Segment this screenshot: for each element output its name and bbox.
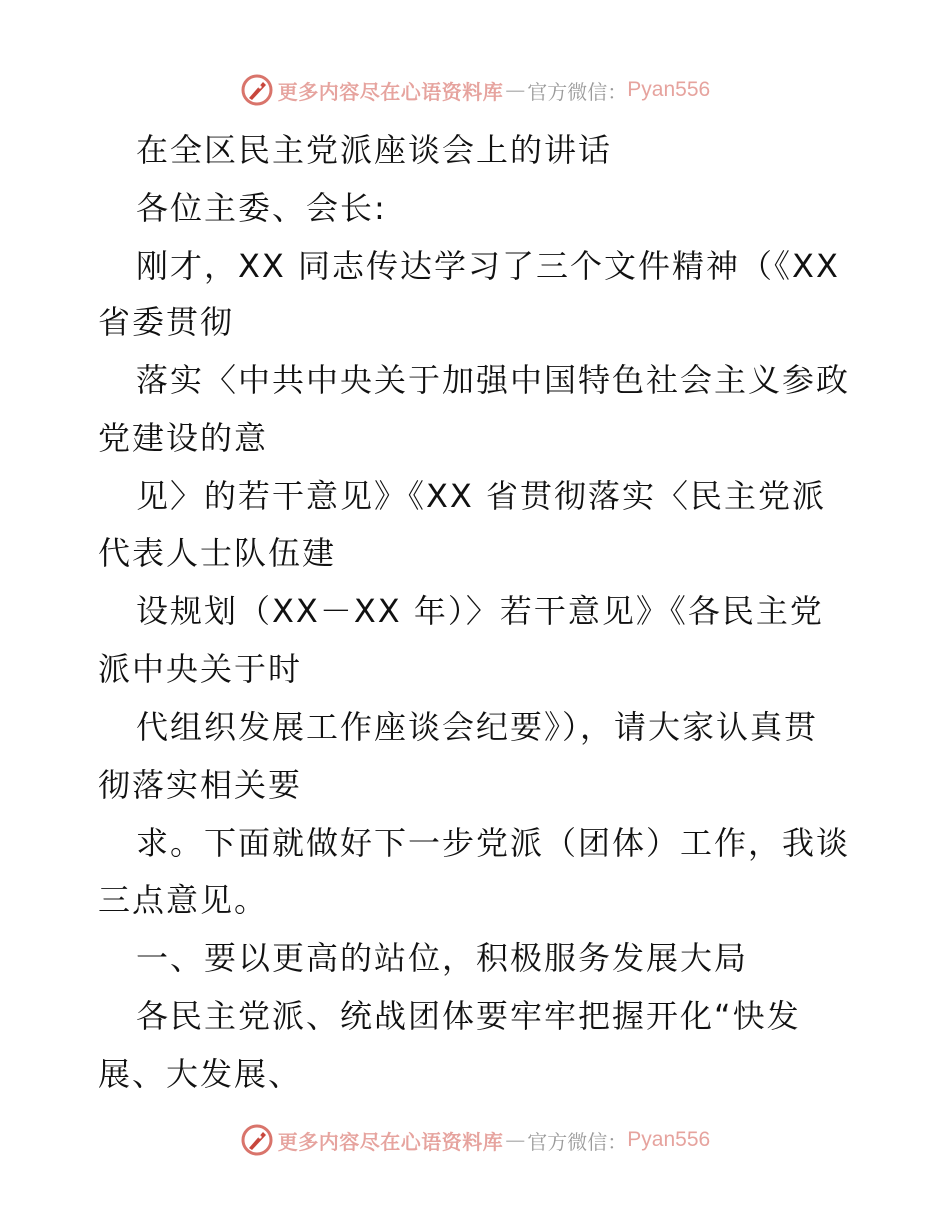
banner-account: Pyan556 <box>627 78 711 101</box>
paragraph-line: 见〉的若干意见》《XX 省贯彻落实〈民主党派 <box>136 477 827 515</box>
pen-nib-logo-icon <box>240 1123 274 1157</box>
banner-account: Pyan556 <box>627 1128 711 1151</box>
paragraph-line: 展、大发展、 <box>98 1055 303 1093</box>
salutation: 各位主委、会长: <box>136 189 387 227</box>
banner-dash: — <box>505 78 526 102</box>
paragraph-line: 代表人士队伍建 <box>98 534 337 572</box>
banner-label: 官方微信： <box>527 79 628 104</box>
banner-label: 官方微信： <box>527 1129 628 1154</box>
pen-nib-logo-icon <box>240 73 274 107</box>
paragraph-line: 落实〈中共中央关于加强中国特色社会主义参政 <box>136 361 851 399</box>
banner-dash: — <box>505 1128 526 1152</box>
paragraph-line: 设规划（XX－XX 年）〉若干意见》《各民主党 <box>136 592 824 630</box>
document-title: 在全区民主党派座谈会上的讲话 <box>136 131 613 169</box>
banner-title: 更多内容尽在心语资料库 <box>277 1129 504 1154</box>
section-heading: 一、要以更高的站位，积极服务发展大局 <box>136 939 749 977</box>
paragraph-line: 三点意见。 <box>98 881 269 919</box>
footer-banner <box>0 1120 950 1160</box>
banner-title: 更多内容尽在心语资料库 <box>277 79 504 104</box>
paragraph-line: 省委贯彻 <box>98 303 235 341</box>
paragraph-line: 代组织发展工作座谈会纪要》），请大家认真贯 <box>136 708 819 746</box>
header-banner <box>0 70 950 110</box>
paragraph-line: 刚才，XX 同志传达学习了三个文件精神（《XX <box>136 247 840 285</box>
paragraph-line: 求。下面就做好下一步党派（团体）工作，我谈 <box>136 824 851 862</box>
paragraph-line: 派中央关于时 <box>98 650 303 688</box>
paragraph-line: 党建设的意 <box>98 419 269 457</box>
paragraph-line: 各民主党派、统战团体要牢牢把握开化“快发 <box>136 997 801 1035</box>
paragraph-line: 彻落实相关要 <box>98 766 303 804</box>
